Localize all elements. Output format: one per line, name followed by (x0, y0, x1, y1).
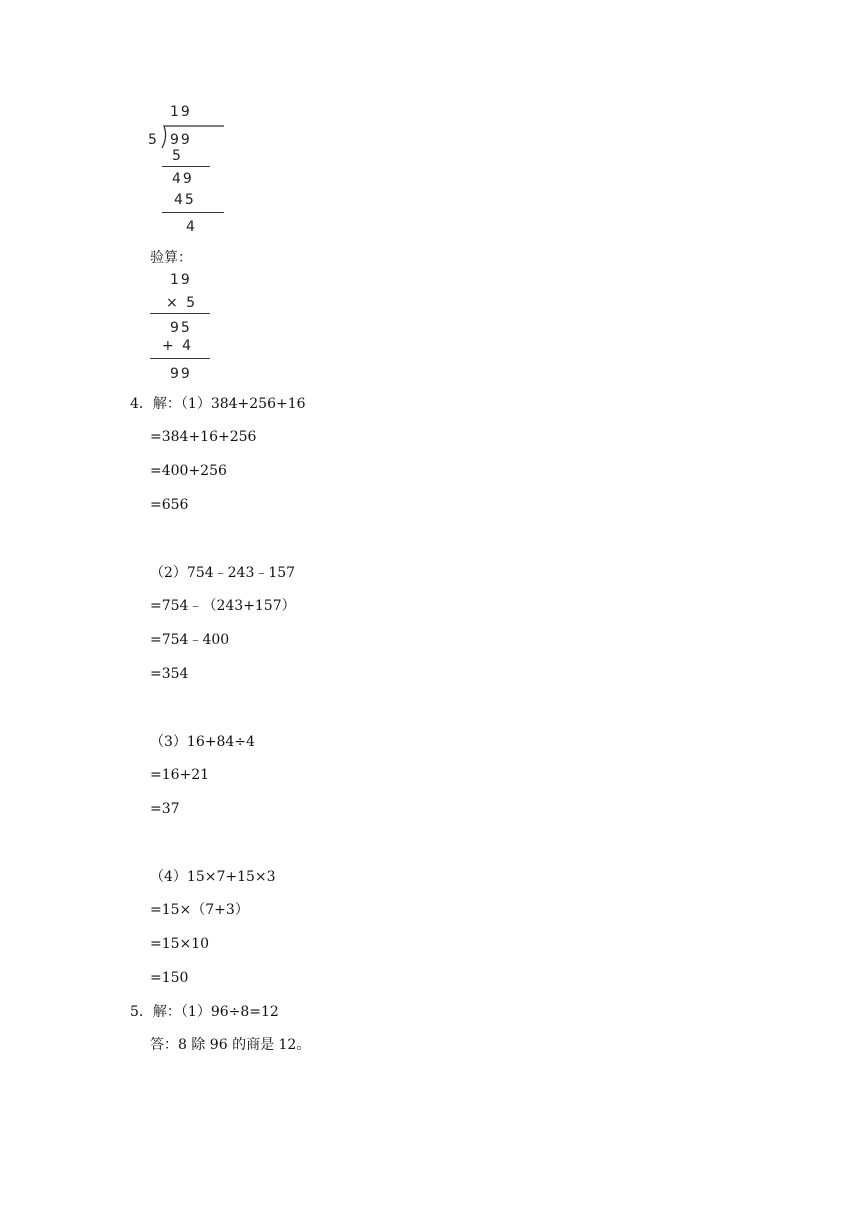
problem4-part2-step: =754﹣（243+157） (150, 598, 296, 614)
dividend: 99 (170, 132, 192, 148)
remainder: 4 (186, 219, 197, 235)
division-rule-2 (162, 212, 224, 213)
problem4-part4-step: =15×10 (150, 936, 210, 952)
problem4-part2-heading: （2）754﹣243﹣157 (150, 565, 296, 581)
check-addend: + 4 (162, 338, 194, 354)
check-multiplier: × 5 (166, 295, 198, 311)
problem4-part4-step: =15×（7+3） (150, 902, 249, 918)
step1-product: 5 (172, 148, 183, 164)
problem4-part1-step: =400+256 (150, 463, 227, 479)
check-factor: 19 (170, 272, 192, 288)
divisor: 5 (148, 132, 159, 148)
problem5-answer: 答：8 除 96 的商是 12。 (150, 1037, 311, 1053)
check-label: 验算： (150, 250, 192, 266)
check-product: 95 (170, 320, 192, 336)
problem4-part2-step: =754﹣400 (150, 632, 230, 648)
check-rule-2 (150, 358, 210, 359)
check-rule-1 (150, 313, 210, 314)
long-division-figure (146, 100, 228, 238)
quotient: 19 (170, 104, 192, 120)
check-result: 99 (170, 366, 192, 382)
step2-product: 45 (174, 192, 196, 208)
problem5-heading: 5．解：（1）96÷8=12 (130, 1004, 279, 1020)
problem4-part3-step: =16+21 (150, 767, 210, 783)
problem4-part1-step: =656 (150, 497, 189, 513)
check-figure (146, 270, 216, 386)
problem4-part4-heading: （4）15×7+15×3 (150, 869, 276, 885)
problem4-part2-step: =354 (150, 666, 189, 682)
problem4-part3-step: =37 (150, 801, 180, 817)
problem4-part1-step: =384+16+256 (150, 429, 257, 445)
problem4-heading: 4．解：（1）384+256+16 (130, 396, 306, 412)
problem4-part3-heading: （3）16+84÷4 (150, 734, 255, 750)
step1-remainder: 49 (172, 171, 194, 187)
problem4-part4-step: =150 (150, 970, 189, 986)
division-rule-1 (162, 166, 210, 167)
